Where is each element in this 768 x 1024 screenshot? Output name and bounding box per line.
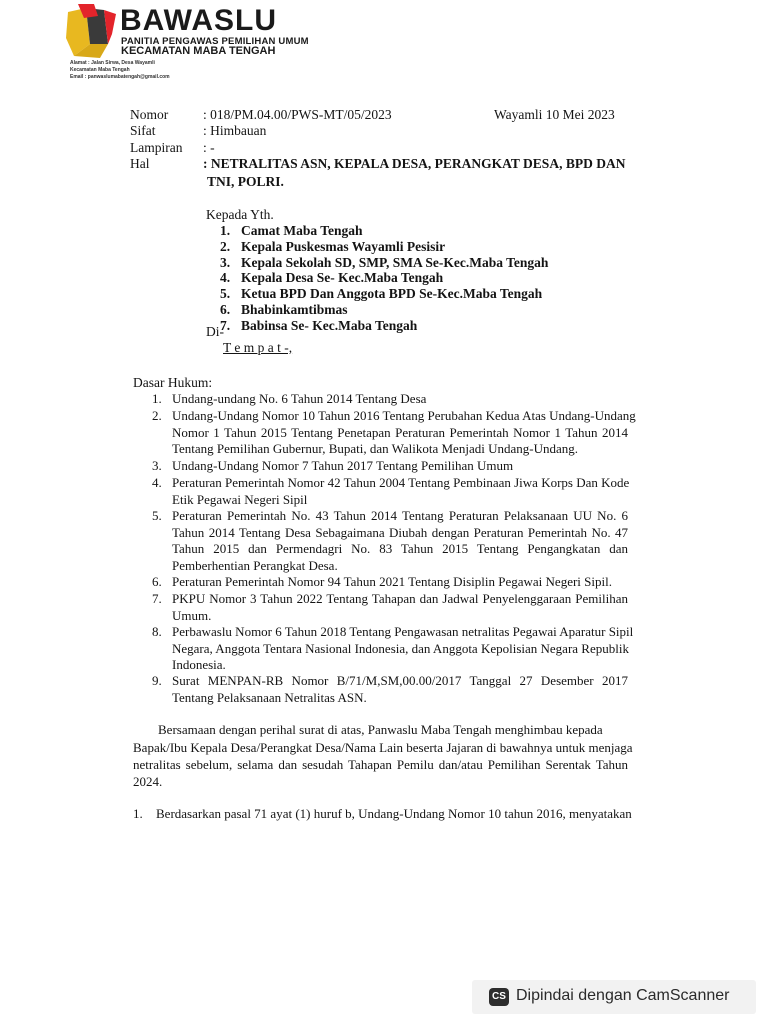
recipient-item: Kepala Desa Se- Kec.Maba Tengah — [241, 270, 444, 286]
dasar-hukum-number: 6. — [152, 574, 162, 589]
recipient-number: 6. — [220, 302, 231, 317]
nomor-label: Nomor — [130, 107, 169, 122]
dasar-hukum-number: 5. — [152, 508, 162, 523]
recipient-number: 3. — [220, 254, 231, 270]
dasar-hukum-line: PKPU Nomor 3 Tahun 2022 Tentang Tahapan dan Jadwal Penyelenggaraan Pemilihan — [172, 591, 628, 606]
dasar-hukum-line: Perbawaslu Nomor 6 Tahun 2018 Tentang Pengawasan netralitas Pegawai Aparatur Sipil — [172, 624, 634, 639]
dasar-hukum-line: Peraturan Pemerintah No. 43 Tahun 2014 Tentang Peraturan Pelaksanaan UU No. 6 — [172, 508, 628, 523]
dasar-hukum-line: Surat MENPAN-RB Nomor B/71/M,SM,00.00/2017 Tanggal 27 Desember 2017 — [172, 673, 628, 688]
sifat-value: : Himbauan — [203, 123, 267, 138]
body-line-1: Bersamaan dengan perihal surat di atas, Panwaslu Maba Tengah menghimbau kepada — [158, 722, 603, 737]
dasar-hukum-line: Tahun 2014 Tentang Desa Sebagaimana Diubah dengan Peraturan Pemerintah No. 47 — [172, 524, 628, 540]
di-label: Di- — [206, 324, 224, 339]
recipient-item: Kepala Sekolah SD, SMP, SMA Se-Kec.Maba Tengah — [241, 254, 549, 270]
recipient-number: 4. — [220, 270, 231, 286]
org-subtitle-2: KECAMATAN MABA TENGAH — [121, 45, 276, 57]
dasar-hukum-line: Negara, Anggota Tentara Nasional Indonesia, dan Anggota Kepolisian Negara Republik — [172, 640, 629, 656]
dasar-hukum-line: Tahun 2015 dan Permendagri No. 83 Tahun 2015 Tentang Pengangkatan dan — [172, 541, 628, 557]
body-line-4: 2024. — [133, 774, 163, 789]
dasar-hukum-line: Pemberhentian Perangkat Desa. — [172, 557, 338, 573]
lampiran-label: Lampiran — [130, 140, 183, 155]
dasar-hukum-line: Indonesia. — [172, 657, 226, 673]
recipient-number: 1. — [220, 223, 231, 238]
dasar-hukum-line: Undang-Undang Nomor 7 Tahun 2017 Tentang Pemilihan Umum — [172, 458, 514, 473]
recipient-number: 2. — [220, 238, 231, 254]
recipient-item: Babinsa Se- Kec.Maba Tengah — [241, 317, 418, 333]
dasar-hukum-line: Undang-undang No. 6 Tahun 2014 Tentang Desa — [172, 391, 427, 406]
body-line-3: netralitas sebelum, selama dan sesudah Tahapan Pemilu dan/atau Pemilihan Serentak Tahun — [133, 757, 628, 772]
recipient-item: Kepala Puskesmas Wayamli Pesisir — [241, 238, 446, 254]
sifat-label: Sifat — [130, 123, 156, 138]
hal-value-line1: : NETRALITAS ASN, KEPALA DESA, PERANGKAT DESA, BPD DAN — [203, 156, 626, 171]
dasar-hukum-line: Umum. — [172, 607, 212, 623]
hal-value-line2: TNI, POLRI. — [207, 174, 284, 189]
camscanner-icon: CS — [489, 988, 509, 1006]
dasar-hukum-line: Tentang Pemilihan Gubernur, Bupati, dan Walikota Menjadi Undang-Undang. — [172, 441, 578, 457]
recipient-item: Bhabinkamtibmas — [241, 302, 348, 317]
salutation: Kepada Yth. — [206, 207, 274, 222]
dasar-hukum-line: Peraturan Pemerintah Nomor 42 Tahun 2004 Tentang Pembinaan Jiwa Korps Dan Kode — [172, 475, 630, 490]
dasar-hukum-number: 3. — [152, 458, 162, 473]
dasar-hukum-line: Peraturan Pemerintah Nomor 94 Tahun 2021 Tentang Disiplin Pegawai Negeri Sipil. — [172, 574, 612, 589]
address-line-3: Email : panwaslumabatengah@gmail.com — [70, 74, 170, 80]
hal-label: Hal — [130, 156, 150, 171]
point-1-text: Berdasarkan pasal 71 ayat (1) huruf b, Undang-Undang Nomor 10 tahun 2016, menyatakan — [156, 806, 632, 821]
camscanner-label: Dipindai dengan CamScanner — [516, 987, 730, 1004]
address-line-1: Alamat : Jalan Sirwa, Desa Wayamli — [70, 60, 155, 66]
recipient-item: Ketua BPD Dan Anggota BPD Se-Kec.Maba Tengah — [241, 286, 543, 302]
dasar-hukum-line: Tentang Pelaksanaan Netralitas ASN. — [172, 689, 367, 705]
org-name: BAWASLU — [120, 4, 277, 37]
org-subtitle-1: PANITIA PENGAWAS PEMILIHAN UMUM — [121, 36, 309, 47]
dasar-hukum-number: 7. — [152, 591, 162, 606]
dasar-hukum-line: Etik Pegawai Negeri Sipil — [172, 491, 308, 507]
dasar-hukum-number: 4. — [152, 475, 162, 490]
lampiran-value: : - — [203, 140, 215, 155]
recipient-item: Camat Maba Tengah — [241, 223, 363, 238]
letter-date: Wayamli 10 Mei 2023 — [494, 107, 615, 122]
dasar-hukum-number: 9. — [152, 673, 162, 688]
dasar-hukum-line: Nomor 1 Tahun 2015 Tentang Penetapan Peraturan Pemerintah Nomor 1 Tahun 2014 — [172, 424, 628, 440]
dasar-hukum-number: 2. — [152, 408, 162, 423]
recipient-number: 7. — [220, 317, 231, 333]
address-line-2: Kecamatan Maba Tengah — [70, 67, 130, 73]
point-1-number: 1. — [133, 806, 143, 821]
dasar-hukum-heading: Dasar Hukum: — [133, 375, 213, 390]
dasar-hukum-line: Undang-Undang Nomor 10 Tahun 2016 Tentang Perubahan Kedua Atas Undang-Undang — [172, 408, 636, 423]
dasar-hukum-number: 8. — [152, 624, 162, 639]
dasar-hukum-number: 1. — [152, 391, 162, 406]
nomor-value: : 018/PM.04.00/PWS-MT/05/2023 — [203, 107, 392, 122]
body-line-2: Bapak/Ibu Kepala Desa/Perangkat Desa/Nama Lain beserta Jajaran di bawahnya untuk menjaga — [133, 740, 633, 755]
bawaslu-logo — [64, 4, 122, 58]
tempat-label: T e m p a t -, — [223, 340, 293, 355]
recipient-number: 5. — [220, 286, 231, 302]
